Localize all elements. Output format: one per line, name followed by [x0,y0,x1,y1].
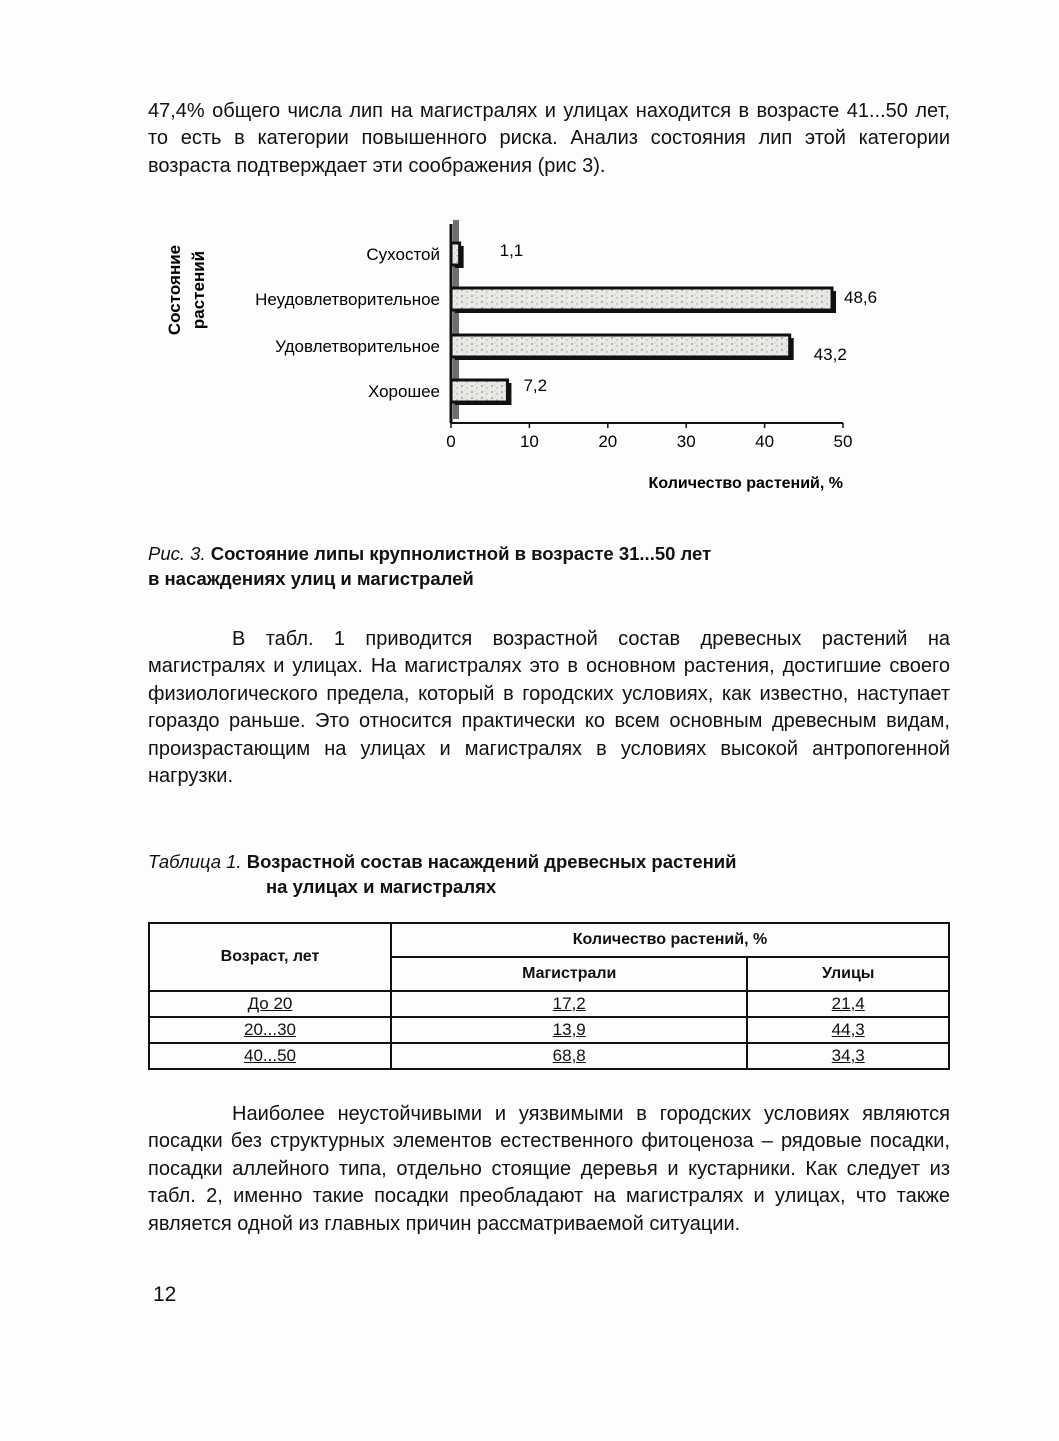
bar-chart [0,0,1059,520]
table-caption [148,849,908,899]
closing-paragraph: Наиболее неустойчивыми и уязвимыми в городских условиях являются посадки без структурных элементов естественного фитоценоза – рядовые посадки, посадки аллейного типа, отдельно стоящие деревья и кустарники. Как следует из табл. 2, именно такие посадки преобладают на магистралях и улицах, что также является одной из главных причин рассматриваемой ситуации. [148,1103,950,1235]
age-table [148,922,950,1070]
table-cell: 17,2 [391,991,747,1017]
data-label: 1,1 [499,241,524,260]
x-tick-label: 20 [598,432,618,451]
x-tick-label: 30 [676,432,696,451]
data-label: 43,2 [813,345,847,364]
category-label: Неудовлетворительное [255,290,440,309]
y-axis-title: Состояние [165,244,184,336]
figure-caption-prefix: Рис. 3. [148,543,206,564]
header-age: Возраст, лет [149,923,391,991]
bar [451,243,460,265]
table-cell: 21,4 [747,991,949,1017]
table-row [149,1043,949,1069]
x-tick-label: 50 [833,432,853,451]
table-cell: До 20 [149,991,391,1017]
body-paragraph: В табл. 1 приводится возрастной состав древесных растений на магистралях и улицах. На магистралях это в основном растения, достигшие своего физиологического предела, который в городских условиях, как известно, наступает гораздо раньше. Это относится практически ко всем основным древесным видам, произрастающим на улицах и магистралях в условиях высокой антропогенной нагрузки. [148,628,950,788]
table-cell: 34,3 [747,1043,949,1069]
table-cell: 20...30 [149,1017,391,1043]
bar [451,288,832,310]
bar [451,380,507,402]
table-caption-prefix: Таблица 1. [148,851,242,872]
figure-caption [148,541,908,591]
data-label: 7,2 [523,376,548,395]
table-cell: 40...50 [149,1043,391,1069]
header-ulitsy: Улицы [747,957,949,991]
figure-caption-line1: Состояние липы крупнолистной в возрасте 31...50 лет [210,543,712,564]
intro-paragraph: 47,4% общего числа лип на магистралях и улицах находится в возрасте 41...50 лет, то есть в категории повышенного риска. Анализ состояния лип этой категории возраста подтверждает эти соображения (рис 3). [148,100,950,177]
table-caption-line2: на улицах и магистралях [266,876,497,897]
table-cell: 13,9 [391,1017,747,1043]
data-label: 48,6 [844,288,878,307]
page-number: 12 [153,1283,177,1306]
y-axis-title: растений [189,250,208,330]
header-magistrali: Магистрали [391,957,747,991]
category-label: Удовлетворительное [275,337,440,356]
category-label: Хорошее [367,382,440,401]
table-row [149,1017,949,1043]
table-row [149,991,949,1017]
category-label: Сухостой [366,245,440,264]
x-tick-label: 10 [519,432,539,451]
bar [451,335,790,357]
table-caption-line1: Возрастной состав насаждений древесных растений [246,851,737,872]
x-tick-label: 40 [755,432,775,451]
x-tick-label: 0 [446,432,456,451]
table-cell: 68,8 [391,1043,747,1069]
header-count: Количество растений, % [391,923,949,957]
figure-caption-line2: в насаждениях улиц и магистралей [148,568,474,589]
table-cell: 44,3 [747,1017,949,1043]
x-axis-title: Количество растений, % [648,475,843,492]
